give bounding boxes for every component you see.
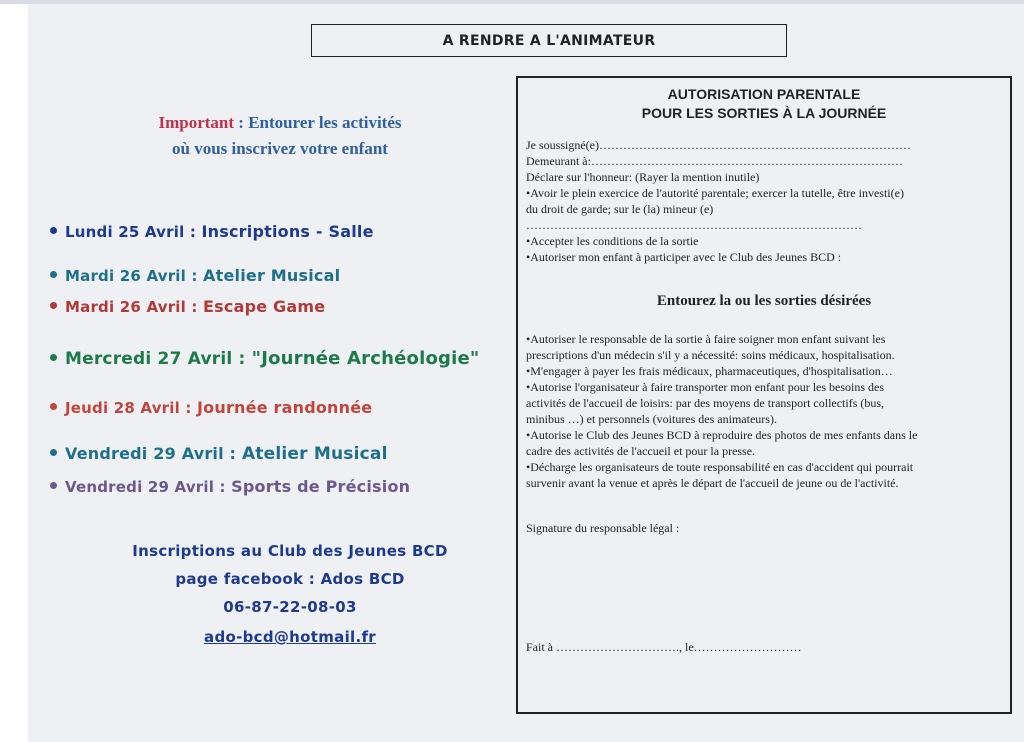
form-line: •Autoriser mon enfant à participer avec le Club des Jeunes BCD :: [526, 250, 842, 264]
activity-name: Sports de Précision: [231, 477, 411, 496]
activity-date: Jeudi 28 Avril :: [65, 399, 192, 417]
form-line: Demeurant à:……………………………………………………………………: [526, 154, 903, 168]
bullet-icon: [50, 354, 57, 361]
activity-date: Vendredi 29 Avril :: [65, 444, 237, 463]
form-line: survenir avant la venue et après le départ de l'accueil de jeune ou de l'activité.: [526, 476, 899, 490]
form-title-2: POUR LES SORTIES À LA JOURNÉE: [641, 105, 887, 121]
activity-date: Vendredi 29 Avril :: [65, 478, 226, 496]
form-line: activités de l'accueil de loisirs: par des moyens de transport collectifs (bus,: [526, 396, 885, 410]
activity-name: Escape Game: [203, 297, 326, 316]
fait-line: Fait à …………………………., le………………………: [526, 640, 802, 654]
activity-date: Mardi 26 Avril :: [65, 298, 198, 316]
contact-email[interactable]: ado-bcd@hotmail.fr: [204, 628, 376, 646]
activity-item: [50, 222, 374, 241]
form-title-1: AUTORISATION PARENTALE: [667, 86, 861, 102]
activity-name: Journée randonnée: [197, 398, 373, 417]
form-line: •Décharge les organisateurs de toute responsabilité en cas d'accident qui pourrait: [526, 460, 914, 474]
form-line: du droit de garde; sur le (la) mineur (e): [526, 202, 714, 216]
bullet-icon: [50, 227, 57, 234]
authorization-form: [516, 76, 1012, 714]
important-text: Entourer les activités: [248, 113, 402, 132]
form-line: •Autorise le Club des Jeunes BCD à reproduire des photos de mes enfants dans le: [526, 428, 918, 442]
important-line-1: [120, 110, 440, 136]
important-label: Important: [158, 113, 235, 132]
form-line: prescriptions d'un médecin s'il y a nécessité: soins médicaux, hospitalisation.: [526, 348, 895, 362]
bullet-icon: [50, 271, 57, 278]
bullet-icon: [50, 302, 57, 309]
activity-date: Lundi 25 Avril :: [65, 223, 197, 241]
bullet-icon: [50, 403, 57, 410]
activity-item: [50, 266, 340, 285]
form-line: minibus …) et personnels (voitures des animateurs).: [526, 412, 777, 426]
form-line: •M'engager à payer les frais médicaux, pharmaceutiques, d'hospitalisation…: [526, 364, 893, 378]
contact-club: Inscriptions au Club des Jeunes BCD: [132, 542, 448, 560]
activity-item: [50, 477, 410, 496]
form-subtitle: Entourez la ou les sorties désirées: [656, 293, 872, 309]
activity-item: [50, 444, 388, 464]
contact-facebook: page facebook : Ados BCD: [175, 570, 405, 588]
important-notice: [120, 110, 440, 162]
activity-item: [50, 348, 480, 369]
activity-name: Atelier Musical: [203, 266, 341, 285]
form-line: Je soussigné(e)……………………………………………………………………: [526, 138, 911, 152]
bullet-icon: [50, 482, 57, 489]
form-line: •Accepter les conditions de la sortie: [526, 234, 699, 248]
form-line: Déclare sur l'honneur: (Rayer la mention inutile): [526, 170, 760, 184]
page-title: A RENDRE A L'ANIMATEUR: [442, 32, 656, 49]
activity-item: [50, 297, 325, 316]
title-box: [311, 24, 787, 57]
important-colon: :: [234, 113, 249, 132]
form-line: cadre des activités de l'accueil et pour la presse.: [526, 444, 756, 458]
signature-label: Signature du responsable légal :: [526, 521, 680, 535]
bullet-icon: [50, 449, 57, 456]
form-line: •Autorise l'organisateur à faire transporter mon enfant pour les besoins des: [526, 380, 885, 394]
contact-phone: 06-87-22-08-03: [223, 598, 357, 616]
activity-name: "Journée Archéologie": [251, 348, 480, 369]
important-line-2: où vous inscrivez votre enfant: [172, 139, 388, 158]
activity-name: Inscriptions - Salle: [201, 222, 374, 241]
form-line: …………………………………………………………………………: [526, 218, 862, 232]
activity-name: Atelier Musical: [241, 444, 388, 464]
activity-item: [50, 398, 372, 417]
activity-date: Mercredi 27 Avril :: [65, 349, 246, 369]
form-line: •Avoir le plein exercice de l'autorité parentale; exercer la tutelle, être investi(e): [526, 186, 904, 200]
top-edge: [0, 0, 1024, 4]
form-line: •Autoriser le responsable de la sortie à faire soigner mon enfant suivant les: [526, 332, 886, 346]
activity-date: Mardi 26 Avril :: [65, 267, 198, 285]
